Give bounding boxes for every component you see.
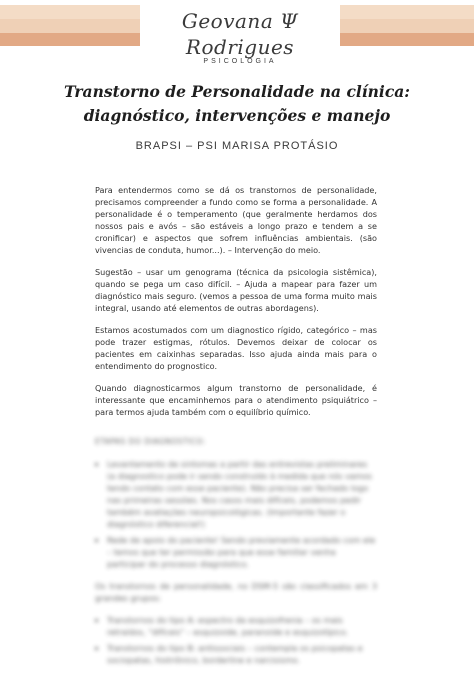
section-heading: ETAPAS DO DIAGNÓSTICO: xyxy=(95,437,206,446)
list-item: • Levantamento de sintomas a partir das entrevistas preliminares (a diagnostico pode ir sendo construído à medida que nós vamos tendo contato com esse paciente). Não precisa ser fechado logo nas primeiras sessões. Nos casos mais difíceis, podemos pedir também avaliações neuropsicológicas. (Importante fazer o diagnóstico diferencial!) xyxy=(107,458,377,530)
list-item: • Transtornos do tipo B: antissociais – contempla os psicopatas e sociopatas, histriônico, borderline e narcisismo. xyxy=(107,642,377,666)
paragraph: Os transtornos de personalidade, no DSM-5 são classificados em 3 grandes grupos: xyxy=(95,581,377,603)
document-title-line2: diagnóstico, intervenções e manejo xyxy=(83,106,391,125)
paragraph: Sugestão – usar um genograma (técnica da psicologia sistêmica), quando se pega um caso difícil. – Ajuda a mapear para fazer um diagnóstico mais seguro. (vemos a pessoa de uma forma muito mais integral, usando até elementos de outras abordagens). xyxy=(95,267,377,313)
list-item: • Transtornos do tipo A: espectro da esquizofrenia – os mais retraídos, "difíceis" – esquizoide, paranoide e esquizotípico. xyxy=(107,614,377,638)
brand-logo xyxy=(140,4,340,65)
blurred-preview-section xyxy=(95,436,377,666)
list-item: • Rede de apoio do paciente! Sendo previamente acordado com ele – temos que ter permissão para que esse familiar venha participar do processo diagnóstico. xyxy=(107,534,377,570)
bullet-list xyxy=(95,458,377,570)
paragraph: Para entendermos como se dá os transtornos de personalidade, precisamos compreender a fundo como se forma a personalidade. A personalidade é o temperamento (que geralmente herdamos dos nossos pais e avós – são estáveis a longo prazo e tendem a se cronificar) e aspectos que sofrem influências ambientais. (são vivencias de conduta, humor...). – Intervenção do meio. xyxy=(95,185,377,255)
logo-subtitle: PSICOLOGIA xyxy=(203,58,277,65)
logo-name: Geovana Ψ Rodrigues xyxy=(181,9,299,59)
paragraph: Quando diagnosticarmos algum transtorno de personalidade, é interessante que encaminhemos para o atendimento psiquiátrico – para termos ajuda também com o equilíbrio químico. xyxy=(95,383,377,417)
document-body xyxy=(95,184,377,676)
paragraph: Estamos acostumados com um diagnostico rígido, categórico – mas pode trazer estigmas, rótulos. Devemos deixar de colocar os pacientes em caixinhas separadas. Isso ajuda ainda mais para o entendimento do prognostico. xyxy=(95,325,377,371)
document-title-line1: Transtorno de Personalidade na clínica: xyxy=(63,82,411,101)
document-subtitle: BRAPSI – PSI MARISA PROTÁSIO xyxy=(135,140,339,152)
bullet-list xyxy=(95,614,377,666)
